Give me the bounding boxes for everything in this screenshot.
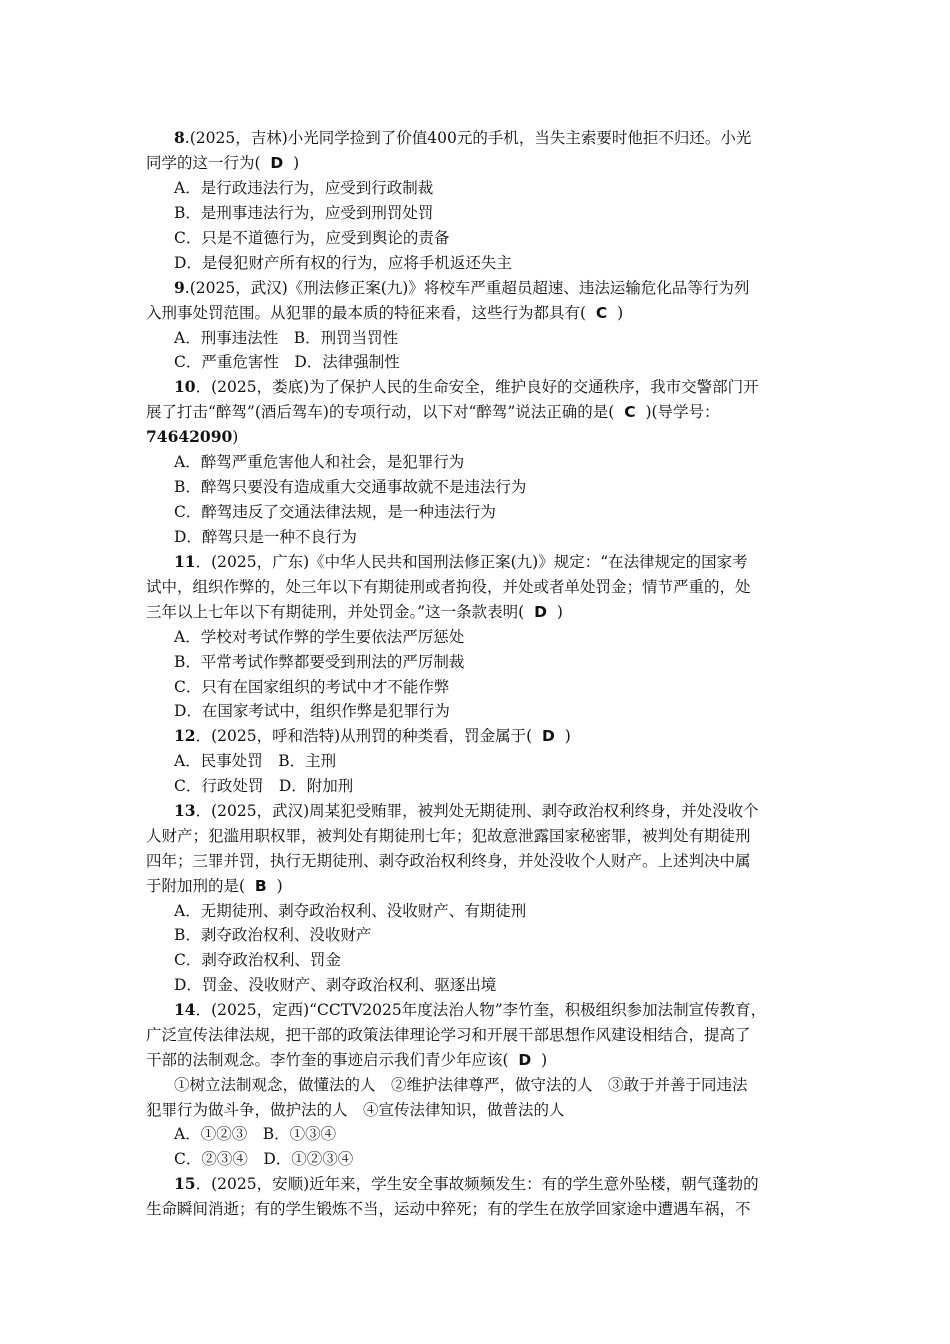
question-13-line-1 — [174, 801, 759, 821]
option-line: C．只是不道德行为，应受到舆论的责备 — [174, 229, 450, 247]
question-9-line-1 — [174, 278, 749, 298]
question-text: ) — [276, 877, 283, 895]
question-14-line-2: 广泛宣传法律法规，把干部的政策法律理论学习和开展干部思想作风建设相结合，提高了 — [146, 1026, 751, 1044]
option-line: D．是侵犯财产所有权的行为，应将手机返还失主 — [174, 254, 512, 272]
question-text: 入刑事处罚范围。从犯罪的最本质的特征来看，这些行为都具有( — [146, 304, 587, 322]
question-14-statements-line-1: ①树立法制观念，做懂法的人 ②维护法律尊严，做守法的人 ③敢于并善于同违法 — [174, 1076, 748, 1094]
question-14-statements-line-2: 犯罪行为做斗争，做护法的人 ④宣传法律知识，做普法的人 — [146, 1101, 565, 1119]
option-line: D．罚金、没收财产、剥夺政治权利、驱逐出境 — [174, 976, 497, 994]
question-text: ．(2025，广东)《中华人民共和国刑法修正案(九)》规定：“在法律规定的国家考 — [195, 553, 748, 571]
guide-number: 74642090 — [146, 427, 233, 446]
answer-letter: C — [595, 304, 608, 322]
question-text: 干部的法制观念。李竹奎的事迹启示我们青少年应该( — [146, 1051, 509, 1069]
option-line: C．行政处罚 D．附加刑 — [174, 777, 354, 795]
question-12-line-1 — [174, 726, 571, 746]
question-text: .(2025，吉林)小光同学捡到了价值400元的手机，当失主索要时他拒不归还。小光 — [184, 129, 752, 147]
question-text: 于附加刑的是( — [146, 877, 246, 895]
question-number: 15 — [174, 1174, 196, 1193]
option-line: D．醉驾只是一种不良行为 — [174, 528, 357, 546]
question-text: ．(2025，定西)“CCTV2025年度法治人物”李竹奎，积极组织参加法制宣传教育， — [195, 1001, 767, 1019]
question-text: ．(2025，武汉)周某犯受贿罪，被判处无期徒刑、剥夺政治权利终身，并处没收个 — [195, 802, 759, 820]
answer-letter: D — [270, 154, 284, 172]
question-10-line-2 — [146, 402, 720, 422]
question-10-line-3 — [146, 427, 238, 447]
option-line: A．醉驾严重危害他人和社会，是犯罪行为 — [174, 453, 465, 471]
option-line: D．在国家考试中，组织作弊是犯罪行为 — [174, 702, 450, 720]
question-text: .(2025，武汉)《刑法修正案(九)》将校车严重超员超速、违法运输危化品等行为列 — [184, 279, 750, 297]
question-text: ) — [293, 154, 300, 172]
question-text: ．(2025，呼和浩特)从刑罚的种类看，罚金属于( — [195, 727, 533, 745]
question-text: ) — [556, 603, 563, 621]
option-line: A．学校对考试作弊的学生要依法严厉惩处 — [174, 628, 465, 646]
option-line: A．无期徒刑、剥夺政治权利、没收财产、有期徒刑 — [174, 902, 527, 920]
option-line: C．②③④ D．①②③④ — [174, 1150, 354, 1168]
option-line: C．醉驾违反了交通法律法规，是一种违法行为 — [174, 503, 496, 521]
question-number: 13 — [174, 801, 196, 820]
question-number: 9 — [174, 278, 185, 297]
option-line: C．严重危害性 D．法律强制性 — [174, 353, 400, 371]
question-text: ．(2025，娄底)为了保护人民的生命安全，维护良好的交通秩序，我市交警部门开 — [195, 378, 759, 396]
question-text: ．(2025，安顺)近年来，学生安全事故频频发生：有的学生意外坠楼，朝气蓬勃的 — [195, 1175, 759, 1193]
answer-letter: D — [518, 1051, 532, 1069]
question-8-line-1 — [174, 128, 751, 148]
question-text: ) — [541, 1051, 548, 1069]
question-text: ) — [617, 304, 624, 322]
option-line: A．刑事违法性 B．刑罚当罚性 — [174, 329, 399, 347]
option-line: B．醉驾只要没有造成重大交通事故就不是违法行为 — [174, 478, 527, 496]
option-line: B．是刑事违法行为，应受到刑罚处罚 — [174, 204, 434, 222]
answer-letter: D — [542, 727, 555, 745]
question-9-line-2 — [146, 303, 623, 323]
question-8-line-2 — [146, 153, 299, 173]
question-text: )(导学号： — [645, 403, 720, 421]
question-number: 12 — [174, 726, 196, 745]
question-13-line-2: 人财产；犯滥用职权罪，被判处有期徒刑七年；犯故意泄露国家秘密罪，被判处有期徒刑 — [146, 827, 751, 845]
question-10-line-1 — [174, 377, 759, 397]
question-text: ) — [232, 428, 239, 446]
question-14-line-1 — [174, 1000, 766, 1020]
question-number: 8 — [174, 128, 185, 147]
option-line: C．剥夺政治权利、罚金 — [174, 951, 341, 969]
option-line: A．民事处罚 B．主刑 — [174, 752, 337, 770]
option-line: B．平常考试作弊都要受到刑法的严厉制裁 — [174, 653, 465, 671]
question-text: 三年以上七年以下有期徒刑，并处罚金。”这一条款表明( — [146, 603, 525, 621]
question-14-line-3 — [146, 1050, 547, 1070]
question-number: 14 — [174, 1000, 196, 1019]
question-number: 10 — [174, 377, 196, 396]
question-15-line-2: 生命瞬间消逝；有的学生锻炼不当，运动中猝死；有的学生在放学回家途中遭遇车祸，不 — [146, 1200, 751, 1218]
question-11-line-2: 试中，组织作弊的，处三年以下有期徒刑或者拘役，并处或者单处罚金；情节严重的，处 — [146, 578, 751, 596]
question-text: ) — [564, 727, 571, 745]
answer-letter: B — [254, 877, 267, 895]
option-line: B．剥夺政治权利、没收财产 — [174, 926, 372, 944]
question-11-line-1 — [174, 552, 748, 572]
question-number: 11 — [174, 552, 196, 571]
question-13-line-3: 四年；三罪并罚，执行无期徒刑、剥夺政治权利终身，并处没收个人财产。上述判决中属 — [146, 852, 751, 870]
question-15-line-1 — [174, 1174, 759, 1194]
option-line: A．是行政违法行为，应受到行政制裁 — [174, 179, 434, 197]
answer-letter: C — [624, 403, 636, 421]
option-line: A．①②③ B．①③④ — [174, 1125, 337, 1143]
option-line: C．只有在国家组织的考试中才不能作弊 — [174, 678, 450, 696]
answer-letter: D — [534, 603, 547, 621]
question-text: 展了打击“醉驾”(酒后驾车)的专项行动，以下对“醉驾”说法正确的是( — [146, 403, 615, 421]
question-11-line-3 — [146, 602, 563, 622]
question-13-line-4 — [146, 876, 283, 896]
question-text: 同学的这一行为( — [146, 154, 261, 172]
